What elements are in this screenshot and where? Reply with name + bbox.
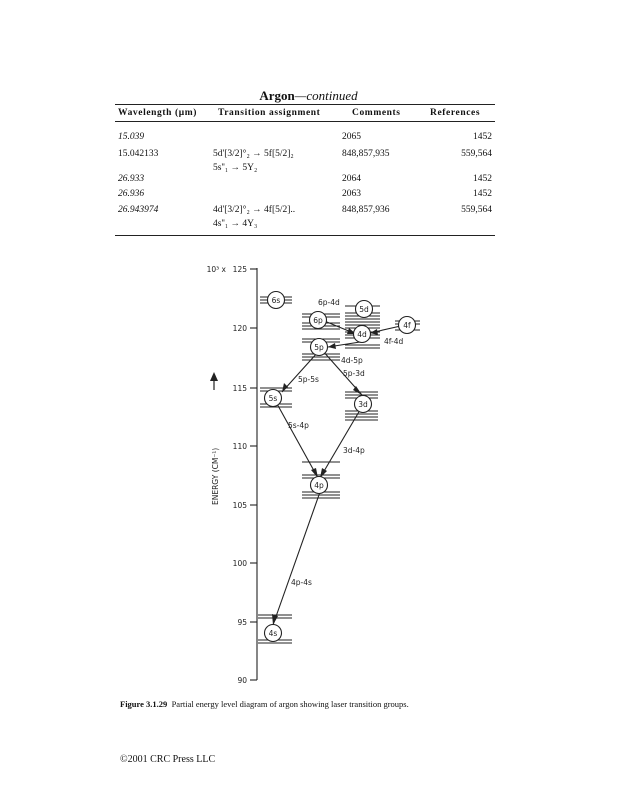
- row2-transition-2: 5s''₁ → 5Y₂: [213, 163, 258, 173]
- arrow-4p-4s: [273, 492, 320, 625]
- header-comments: Comments: [352, 108, 401, 118]
- tick-label-90: 90: [237, 676, 247, 685]
- transition-label-5s-4p: 5s-4p: [288, 421, 309, 430]
- level-6s-label: 6s: [271, 296, 281, 305]
- axis-multiplier: 10³ x: [206, 265, 226, 274]
- level-4f-label: 4f: [403, 321, 411, 330]
- row5-transition-1: 4d'[3/2]°₂ → 4f[5/2]..: [213, 205, 296, 215]
- row5-transition-2: 4s''₁ → 4Y₃: [213, 219, 258, 229]
- tick-label-105: 105: [232, 501, 247, 510]
- transition-label-6p-4d: 6p-4d: [318, 298, 340, 307]
- arrow-3d-4p: [320, 410, 360, 478]
- row4-comments: 2063: [342, 189, 361, 199]
- level-6p-label: 6p: [313, 316, 323, 325]
- level-5s-label: 5s: [268, 394, 278, 403]
- header-transition: Transition assignment: [218, 108, 321, 118]
- level-5p-label: 5p: [314, 343, 324, 352]
- row1-references: 1452: [473, 132, 492, 142]
- tick-label-115: 115: [232, 384, 247, 393]
- tick-label-125: 125: [232, 265, 247, 274]
- row3-wavelength: 26.933: [118, 174, 145, 184]
- energy-axis-label-group: [210, 372, 220, 505]
- figure-caption: [120, 699, 409, 709]
- level-4p-label: 4p: [314, 481, 324, 490]
- table-title-suffix: —continued: [294, 88, 358, 103]
- arrowhead-4d-5p: [328, 343, 336, 349]
- row4-wavelength: 26.936: [118, 189, 145, 199]
- tick-label-120: 120: [232, 324, 247, 333]
- arrowhead-4p-4s: [272, 614, 278, 625]
- transition-label-3d-4p: 3d-4p: [343, 446, 365, 455]
- figure-caption-label: Figure 3.1.29: [120, 699, 168, 709]
- row1-wavelength: 15.039: [118, 132, 145, 142]
- level-4s-label: 4s: [268, 629, 278, 638]
- tick-label-100: 100: [232, 559, 247, 568]
- energy-axis-label: ENERGY (CM⁻¹): [211, 447, 220, 505]
- row4-references: 1452: [473, 189, 492, 199]
- arrowhead-5p-3d: [353, 386, 362, 395]
- energy-up-arrow-icon: [210, 372, 218, 381]
- row5-wavelength: 26.943974: [118, 205, 159, 215]
- row5-comments: 848,857,936: [342, 205, 390, 215]
- header-references: References: [430, 108, 481, 118]
- row3-references: 1452: [473, 174, 492, 184]
- tick-label-95: 95: [237, 618, 247, 627]
- transition-label-4d-5p: 4d-5p: [341, 356, 363, 365]
- level-5d-label: 5d: [359, 305, 369, 314]
- transition-label-4f-4d: 4f-4d: [384, 337, 404, 346]
- copyright-footer: ©2001 CRC Press LLC: [120, 754, 216, 765]
- transition-label-5p-3d: 5p-3d: [343, 369, 365, 378]
- row2-references: 559,564: [461, 149, 492, 159]
- transition-label-5p-5s: 5p-5s: [298, 375, 319, 384]
- row2-wavelength: 15.042133: [118, 149, 159, 159]
- row1-comments: 2065: [342, 132, 361, 142]
- row2-transition-1: 5d'[3/2]°₂ → 5f[5/2]₂: [213, 149, 294, 159]
- header-wavelength: Wavelength (μm): [118, 108, 198, 118]
- arrow-5p-5s: [282, 352, 318, 392]
- level-3d-label: 3d: [358, 400, 368, 409]
- figure-caption-text: Partial energy level diagram of argon showing laser transition groups.: [171, 699, 409, 709]
- table-title-main: Argon: [259, 88, 295, 103]
- row5-references: 559,564: [461, 205, 492, 215]
- level-4d-label: 4d: [357, 330, 367, 339]
- row3-comments: 2064: [342, 174, 361, 184]
- arrow-5s-4p: [276, 402, 318, 478]
- row2-comments: 848,857,935: [342, 149, 390, 159]
- transition-label-4p-4s: 4p-4s: [291, 578, 312, 587]
- tick-label-110: 110: [232, 442, 247, 451]
